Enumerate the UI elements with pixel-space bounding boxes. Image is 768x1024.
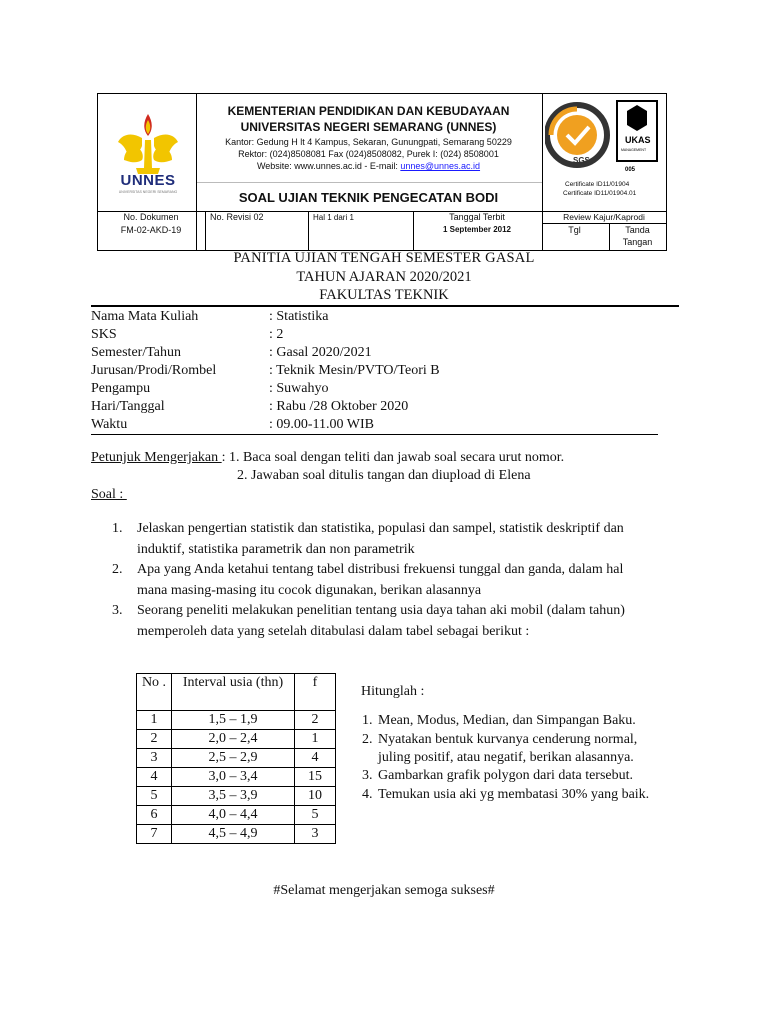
column-header-f: f (295, 674, 336, 711)
table-cell: 2 (137, 730, 172, 749)
task-number: 4. (362, 787, 373, 802)
tangan-label: Tangan (622, 237, 653, 247)
table-row (137, 749, 336, 768)
task-number: 1. (362, 713, 373, 728)
table-cell: 1 (137, 711, 172, 730)
info-label: Waktu (91, 417, 128, 432)
info-value: : Statistika (269, 309, 329, 324)
svg-text:SGS: SGS (573, 156, 590, 165)
no-revisi: No. Revisi 02 (210, 212, 264, 222)
question-text-line-2: memperoleh data yang setelah ditabulasi dalam tabel sebagai berikut : (137, 624, 530, 639)
task-text: juling positif, atau negatif, berikan alasannya. (378, 750, 634, 765)
info-label: SKS (91, 327, 117, 342)
table-cell: 2,5 – 2,9 (172, 749, 295, 768)
question-text-line-1: Jelaskan pengertian statistik dan statistika, populasi dan sampel, statistik deskriptif dan (137, 521, 624, 536)
table-header-row (137, 674, 336, 711)
sgs-iso-certificate-icon (545, 97, 663, 177)
halaman: Hal 1 dari 1 (313, 213, 354, 222)
logo-text: UNNES (120, 172, 176, 189)
logo-caption: UNIVERSITAS NEGERI SEMARANG (118, 190, 178, 194)
committee-line-3: FAKULTAS TEKNIK (319, 287, 449, 303)
instructions-label: Petunjuk Mengerjakan (91, 450, 222, 465)
question-number: 3. (112, 603, 123, 618)
info-label: Nama Mata Kuliah (91, 309, 199, 324)
info-label: Semester/Tahun (91, 345, 181, 360)
committee-line-1: PANITIA UJIAN TENGAH SEMESTER GASAL (233, 250, 535, 266)
task-item (362, 787, 650, 803)
task-number: 2. (362, 732, 373, 747)
svg-text:UKAS: UKAS (625, 135, 651, 145)
question-number: 1. (112, 521, 123, 536)
website-prefix: Website: www.unnes.ac.id - E-mail: (256, 161, 401, 171)
info-value: : 09.00-11.00 WIB (269, 417, 374, 432)
info-value: : Rabu /28 Oktober 2020 (269, 399, 409, 414)
table-row (137, 825, 336, 844)
table-cell: 15 (295, 768, 336, 787)
table-cell: 2 (295, 711, 336, 730)
info-value: : Suwahyo (269, 381, 329, 396)
table-cell: 4,5 – 4,9 (172, 825, 295, 844)
frequency-table (136, 673, 336, 844)
question-text-line-2: mana masing-masing itu cocok digunakan, berikan alasannya (137, 583, 482, 598)
info-value: : Gasal 2020/2021 (269, 345, 372, 360)
task-item (362, 713, 636, 729)
question-text-line-1: Apa yang Anda ketahui tentang tabel distribusi frekuensi tunggal dan ganda, dalam hal (137, 562, 624, 577)
instruction-item-1: : 1. Baca soal dengan teliti dan jawab soal secara urut nomor. (221, 450, 565, 465)
course-info (91, 308, 661, 438)
instruction-item-2: 2. Jawaban soal ditulis tangan dan diupload di Elena (237, 468, 531, 483)
website-line (196, 161, 541, 171)
question-number: 2. (112, 562, 123, 577)
table-cell: 4 (295, 749, 336, 768)
task-text: Gambarkan grafik polygon dari data tersebut. (378, 768, 634, 783)
table-row (137, 787, 336, 806)
ministry-name: KEMENTERIAN PENDIDIKAN DAN KEBUDAYAAN (227, 104, 510, 118)
document-title: SOAL UJIAN TEKNIK PENGECATAN BODI (238, 190, 499, 205)
info-label: Jurusan/Prodi/Rombel (91, 363, 217, 378)
tanggal-terbit-label: Tanggal Terbit (449, 212, 505, 222)
table-cell: 10 (295, 787, 336, 806)
tasks-title: Hitunglah : (361, 684, 425, 699)
table-cell: 6 (137, 806, 172, 825)
info-label: Hari/Tanggal (91, 399, 165, 414)
address-line-2: Rektor: (024)8508081 Fax (024)8508082, Purek I: (024) 8508001 (238, 149, 499, 159)
table-cell: 5 (295, 806, 336, 825)
certificate-id-2: Certificate ID11/01904.01 (563, 190, 637, 197)
email-link[interactable]: unnes@unnes.ac.id (400, 161, 481, 171)
committee-divider (91, 305, 679, 307)
info-value: : 2 (269, 327, 284, 342)
svg-text:MANAGEMENT: MANAGEMENT (621, 148, 647, 152)
question-text-line-2: induktif, statistika parametrik dan non parametrik (137, 542, 415, 557)
info-label: Pengampu (91, 381, 151, 396)
table-cell: 4,0 – 4,4 (172, 806, 295, 825)
table-cell: 3 (137, 749, 172, 768)
task-text: Nyatakan bentuk kurvanya cenderung normal, (378, 732, 638, 747)
table-row (137, 711, 336, 730)
task-text: Mean, Modus, Median, dan Simpangan Baku. (378, 713, 636, 728)
tanggal-terbit-value: 1 September 2012 (442, 225, 512, 234)
table-cell: 7 (137, 825, 172, 844)
no-dokumen-value: FM-02-AKD-19 (120, 225, 182, 235)
table-cell: 3,0 – 3,4 (172, 768, 295, 787)
table-cell: 2,0 – 2,4 (172, 730, 295, 749)
certificate-badge (545, 97, 663, 205)
task-item (362, 768, 634, 784)
table-row (137, 768, 336, 787)
task-text: Temukan usia aki yg membatasi 30% yang baik. (378, 787, 650, 802)
task-number: 3. (362, 768, 373, 783)
info-divider (91, 434, 658, 435)
column-header-interval: Interval usia (thn) (172, 674, 295, 711)
info-value: : Teknik Mesin/PVTO/Teori B (269, 363, 440, 378)
tanda-label: Tanda (625, 225, 650, 235)
closing-message: #Selamat mengerjakan semoga sukses# (273, 883, 495, 898)
table-cell: 3 (295, 825, 336, 844)
no-dokumen-label: No. Dokumen (123, 212, 179, 222)
unnes-logo (112, 110, 184, 200)
tgl-label: Tgl (568, 225, 581, 235)
table-cell: 1,5 – 1,9 (172, 711, 295, 730)
task-item (362, 732, 638, 748)
svg-text:005: 005 (625, 167, 636, 173)
table-row (137, 730, 336, 749)
instructions (91, 450, 564, 466)
table-cell: 5 (137, 787, 172, 806)
certificate-id-1: Certificate ID11/01904 (565, 181, 630, 188)
column-header-no: No . (137, 674, 172, 711)
question-text-line-1: Seorang peneliti melakukan penelitian tentang usia daya tahan aki mobil (dalam tahun) (137, 603, 625, 618)
table-cell: 4 (137, 768, 172, 787)
committee-line-2: TAHUN AJARAN 2020/2021 (296, 269, 472, 285)
review-label: Review Kajur/Kaprodi (563, 212, 645, 222)
university-name: UNIVERSITAS NEGERI SEMARANG (UNNES) (240, 120, 497, 134)
table-row (137, 806, 336, 825)
address-line-1: Kantor: Gedung H lt 4 Kampus, Sekaran, Gunungpati, Semarang 50229 (225, 137, 512, 147)
soal-label: Soal : (91, 487, 127, 502)
table-cell: 1 (295, 730, 336, 749)
table-cell: 3,5 – 3,9 (172, 787, 295, 806)
